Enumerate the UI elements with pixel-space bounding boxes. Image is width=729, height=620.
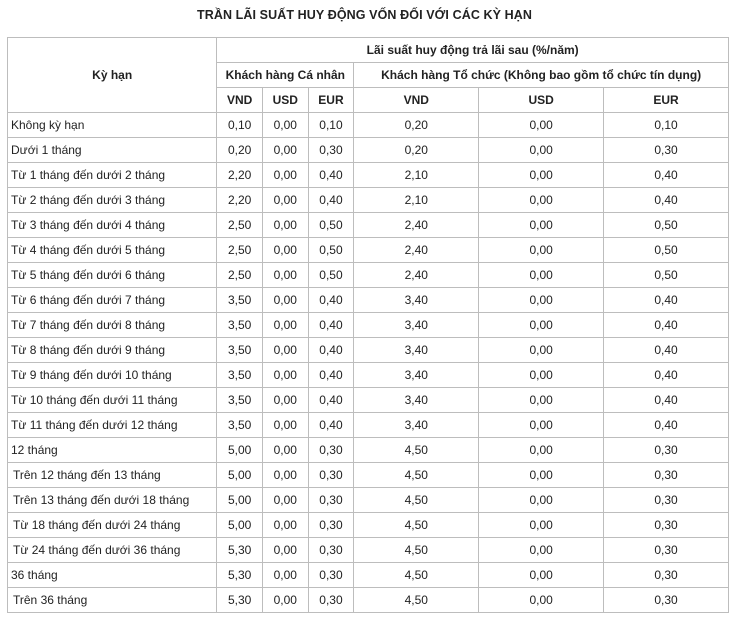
term-cell: 36 tháng <box>8 563 217 588</box>
rate-cell: 4,50 <box>354 513 479 538</box>
rate-cell: 0,00 <box>479 363 604 388</box>
table-row <box>8 538 729 563</box>
organization-customer-header: Khách hàng Tổ chức (Không bao gồm tổ chức tín dụng) <box>354 63 729 88</box>
rate-cell: 5,00 <box>217 438 263 463</box>
table-row <box>8 238 729 263</box>
rate-cell: 0,30 <box>308 588 354 613</box>
rate-cell: 0,00 <box>262 588 308 613</box>
rate-group-header: Lãi suất huy động trả lãi sau (%/năm) <box>217 38 729 63</box>
term-cell: Từ 6 tháng đến dưới 7 tháng <box>8 288 217 313</box>
rate-cell: 0,00 <box>262 213 308 238</box>
rate-cell: 3,50 <box>217 413 263 438</box>
term-cell: Không kỳ hạn <box>8 113 217 138</box>
table-row <box>8 138 729 163</box>
term-cell: Trên 12 tháng đến 13 tháng <box>8 463 217 488</box>
rate-cell: 0,00 <box>262 363 308 388</box>
rate-cell: 0,40 <box>604 188 729 213</box>
rate-cell: 0,00 <box>262 238 308 263</box>
rate-cell: 0,30 <box>604 463 729 488</box>
currency-header: EUR <box>308 88 354 113</box>
table-row <box>8 463 729 488</box>
rate-cell: 0,30 <box>308 538 354 563</box>
table-row <box>8 363 729 388</box>
rate-cell: 0,30 <box>308 438 354 463</box>
rate-cell: 0,00 <box>262 113 308 138</box>
table-row <box>8 163 729 188</box>
rate-cell: 0,40 <box>308 338 354 363</box>
rate-cell: 4,50 <box>354 563 479 588</box>
rate-cell: 0,40 <box>604 413 729 438</box>
rate-cell: 0,40 <box>604 163 729 188</box>
term-cell: Trên 36 tháng <box>8 588 217 613</box>
rate-cell: 0,40 <box>308 388 354 413</box>
rate-cell: 3,40 <box>354 363 479 388</box>
rate-cell: 0,00 <box>479 213 604 238</box>
rate-cell: 0,00 <box>479 413 604 438</box>
term-cell: Từ 2 tháng đến dưới 3 tháng <box>8 188 217 213</box>
term-cell: Từ 1 tháng đến dưới 2 tháng <box>8 163 217 188</box>
rate-cell: 2,40 <box>354 263 479 288</box>
rate-cell: 0,30 <box>604 538 729 563</box>
rate-cell: 0,00 <box>479 338 604 363</box>
table-row <box>8 288 729 313</box>
individual-customer-header: Khách hàng Cá nhân <box>217 63 354 88</box>
term-cell: Từ 4 tháng đến dưới 5 tháng <box>8 238 217 263</box>
table-row <box>8 113 729 138</box>
page-title: TRẦN LÃI SUẤT HUY ĐỘNG VỐN ĐỐI VỚI CÁC KỲ HẠN <box>196 8 533 22</box>
table-row <box>8 188 729 213</box>
table-row <box>8 563 729 588</box>
rate-cell: 0,00 <box>262 438 308 463</box>
rate-cell: 4,50 <box>354 463 479 488</box>
rate-cell: 2,20 <box>217 163 263 188</box>
rate-cell: 0,40 <box>604 288 729 313</box>
term-cell: Từ 7 tháng đến dưới 8 tháng <box>8 313 217 338</box>
rate-cell: 0,00 <box>479 263 604 288</box>
rate-cell: 0,40 <box>604 388 729 413</box>
rate-cell: 3,40 <box>354 313 479 338</box>
rate-cell: 0,40 <box>308 363 354 388</box>
rate-cell: 0,00 <box>262 263 308 288</box>
rate-cell: 0,00 <box>262 513 308 538</box>
rate-cell: 0,10 <box>604 113 729 138</box>
currency-header: VND <box>354 88 479 113</box>
rate-cell: 2,50 <box>217 263 263 288</box>
rate-cell: 4,50 <box>354 588 479 613</box>
rate-cell: 2,10 <box>354 188 479 213</box>
table-row <box>8 438 729 463</box>
rate-cell: 2,50 <box>217 238 263 263</box>
rate-cell: 2,40 <box>354 238 479 263</box>
rate-cell: 0,50 <box>604 263 729 288</box>
rate-cell: 0,30 <box>308 488 354 513</box>
term-cell: Từ 9 tháng đến dưới 10 tháng <box>8 363 217 388</box>
rate-cell: 0,00 <box>479 438 604 463</box>
rate-cell: 0,30 <box>604 588 729 613</box>
rate-cell: 0,00 <box>479 163 604 188</box>
rate-cell: 0,40 <box>308 163 354 188</box>
term-cell: 12 tháng <box>8 438 217 463</box>
rate-cell: 0,40 <box>308 313 354 338</box>
rate-cell: 2,40 <box>354 213 479 238</box>
rate-cell: 0,00 <box>262 388 308 413</box>
rate-cell: 0,20 <box>354 138 479 163</box>
table-row <box>8 263 729 288</box>
rate-cell: 0,50 <box>308 213 354 238</box>
rate-cell: 0,10 <box>217 113 263 138</box>
rate-cell: 4,50 <box>354 488 479 513</box>
currency-header: USD <box>479 88 604 113</box>
rate-cell: 0,40 <box>604 313 729 338</box>
term-cell: Từ 11 tháng đến dưới 12 tháng <box>8 413 217 438</box>
rate-cell: 3,50 <box>217 288 263 313</box>
rate-cell: 0,40 <box>308 188 354 213</box>
rate-cell: 0,00 <box>262 463 308 488</box>
rate-cell: 0,00 <box>479 188 604 213</box>
rate-cell: 0,00 <box>262 188 308 213</box>
term-cell: Từ 5 tháng đến dưới 6 tháng <box>8 263 217 288</box>
rate-cell: 0,40 <box>308 288 354 313</box>
rate-cell: 0,00 <box>262 163 308 188</box>
rate-cell: 0,20 <box>354 113 479 138</box>
rate-cell: 0,00 <box>262 313 308 338</box>
table-row <box>8 213 729 238</box>
term-cell: Từ 3 tháng đến dưới 4 tháng <box>8 213 217 238</box>
table-row <box>8 513 729 538</box>
rate-cell: 0,30 <box>308 513 354 538</box>
rate-cell: 0,00 <box>479 113 604 138</box>
rate-cell: 0,00 <box>479 313 604 338</box>
rate-cell: 0,20 <box>217 138 263 163</box>
rate-cell: 5,00 <box>217 463 263 488</box>
rate-cell: 3,40 <box>354 388 479 413</box>
term-cell: Trên 13 tháng đến dưới 18 tháng <box>8 488 217 513</box>
rate-cell: 0,50 <box>604 238 729 263</box>
rate-cell: 0,30 <box>604 563 729 588</box>
rate-cell: 4,50 <box>354 438 479 463</box>
rate-cell: 0,30 <box>604 513 729 538</box>
rate-cell: 4,50 <box>354 538 479 563</box>
rate-cell: 5,30 <box>217 588 263 613</box>
rate-cell: 0,00 <box>479 463 604 488</box>
term-cell: Từ 18 tháng đến dưới 24 tháng <box>8 513 217 538</box>
rate-cell: 3,40 <box>354 413 479 438</box>
rate-cell: 0,00 <box>262 488 308 513</box>
rate-cell: 0,00 <box>479 488 604 513</box>
rate-cell: 0,00 <box>479 388 604 413</box>
rate-cell: 2,50 <box>217 213 263 238</box>
rate-cell: 3,40 <box>354 338 479 363</box>
currency-header: EUR <box>604 88 729 113</box>
rate-cell: 5,30 <box>217 563 263 588</box>
rate-cell: 0,00 <box>262 288 308 313</box>
rate-cell: 0,00 <box>479 138 604 163</box>
rate-cell: 0,00 <box>262 138 308 163</box>
rate-cell: 0,00 <box>479 288 604 313</box>
table-row <box>8 388 729 413</box>
rate-cell: 0,40 <box>604 338 729 363</box>
rate-cell: 3,50 <box>217 313 263 338</box>
rate-cell: 0,00 <box>479 513 604 538</box>
rate-cell: 3,40 <box>354 288 479 313</box>
rate-cell: 0,40 <box>308 413 354 438</box>
rate-cell: 5,30 <box>217 538 263 563</box>
term-cell: Từ 10 tháng đến dưới 11 tháng <box>8 388 217 413</box>
rate-cell: 0,40 <box>604 363 729 388</box>
rate-cell: 0,00 <box>479 538 604 563</box>
term-cell: Từ 8 tháng đến dưới 9 tháng <box>8 338 217 363</box>
rate-cell: 0,00 <box>262 563 308 588</box>
interest-rate-table <box>7 37 729 613</box>
table-row <box>8 313 729 338</box>
rate-cell: 0,00 <box>262 538 308 563</box>
rate-cell: 0,50 <box>604 213 729 238</box>
table-body <box>8 113 729 613</box>
rate-cell: 0,30 <box>308 563 354 588</box>
rate-cell: 0,00 <box>262 413 308 438</box>
rate-cell: 2,10 <box>354 163 479 188</box>
currency-header: VND <box>217 88 263 113</box>
currency-header: USD <box>262 88 308 113</box>
rate-cell: 3,50 <box>217 388 263 413</box>
rate-cell: 5,00 <box>217 488 263 513</box>
rate-cell: 0,10 <box>308 113 354 138</box>
rate-cell: 0,30 <box>308 463 354 488</box>
rate-cell: 2,20 <box>217 188 263 213</box>
rate-cell: 0,00 <box>479 238 604 263</box>
term-header: Kỳ hạn <box>8 38 217 113</box>
rate-cell: 3,50 <box>217 363 263 388</box>
term-cell: Dưới 1 tháng <box>8 138 217 163</box>
rate-cell: 0,30 <box>308 138 354 163</box>
rate-cell: 0,30 <box>604 438 729 463</box>
rate-cell: 0,30 <box>604 138 729 163</box>
rate-cell: 0,50 <box>308 238 354 263</box>
rate-cell: 0,50 <box>308 263 354 288</box>
rate-cell: 0,00 <box>479 588 604 613</box>
rate-cell: 0,30 <box>604 488 729 513</box>
table-row <box>8 588 729 613</box>
table-row <box>8 413 729 438</box>
table-row <box>8 338 729 363</box>
rate-cell: 3,50 <box>217 338 263 363</box>
rate-cell: 0,00 <box>479 563 604 588</box>
rate-cell: 0,00 <box>262 338 308 363</box>
rate-cell: 5,00 <box>217 513 263 538</box>
term-cell: Từ 24 tháng đến dưới 36 tháng <box>8 538 217 563</box>
table-row <box>8 488 729 513</box>
